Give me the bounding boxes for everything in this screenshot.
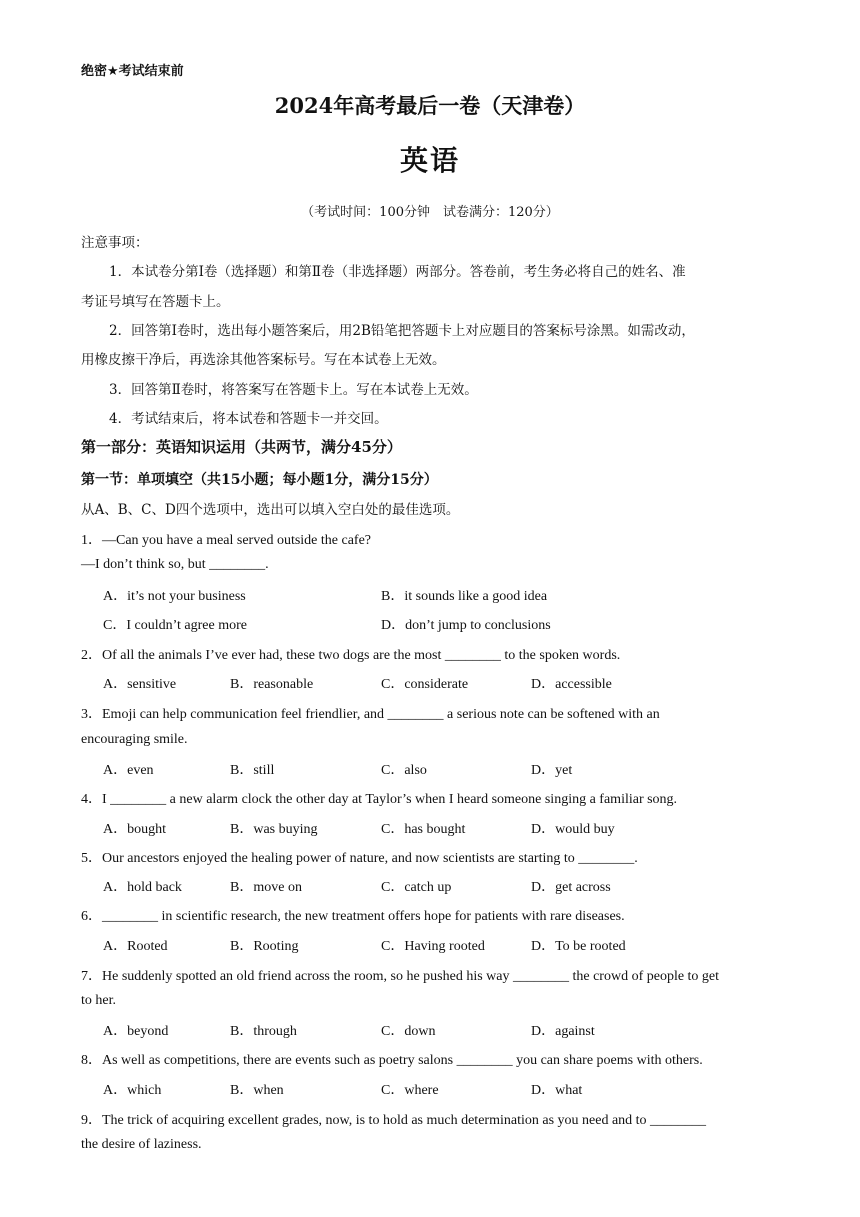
question-text: to her. (81, 993, 116, 1008)
notice-item: 考证号填写在答题卡上。 (81, 294, 230, 310)
option-d: D．would buy (531, 822, 615, 837)
notice-item: 1．本试卷分第Ⅰ卷（选择题）和第Ⅱ卷（非选择题）两部分。答卷前，考生务必将自己的姓名、准 (109, 264, 686, 280)
option-c: C．has bought (381, 822, 466, 837)
option-a: A．Rooted (103, 939, 168, 954)
option-d: D．To be rooted (531, 939, 626, 954)
question-text: 1．—Can you have a meal served outside the cafe? (81, 533, 372, 548)
question-text: 4．I ________ a new alarm clock the other day at Taylor’s when I heard someone singing a familiar song. (81, 792, 678, 807)
option-c: C．also (381, 763, 427, 778)
question-text: 3．Emoji can help communication feel friendlier, and ________ a serious note can be softened with an (81, 707, 660, 722)
option-c: C．where (381, 1083, 439, 1098)
option-b: B．when (230, 1083, 284, 1098)
option-d: D．get across (531, 880, 611, 895)
option-d: D．yet (531, 763, 573, 778)
option-d: D．what (531, 1083, 583, 1098)
question-text: 7．He suddenly spotted an old friend across the room, so he pushed his way ________ the crowd of people to get (81, 969, 720, 984)
option-c: C．considerate (381, 677, 469, 692)
option-a: A．beyond (103, 1024, 169, 1039)
question-text: encouraging smile. (81, 732, 188, 747)
question-text: 6．________ in scientific research, the new treatment offers hope for patients with rare diseases. (81, 909, 625, 924)
notice-item: 3．回答第Ⅱ卷时，将答案写在答题卡上。写在本试卷上无效。 (109, 382, 478, 398)
option-c: C．down (381, 1024, 436, 1039)
section-instruction: 从A、B、C、D四个选项中，选出可以填入空白处的最佳选项。 (81, 502, 460, 518)
option-a: A．hold back (103, 880, 182, 895)
part-heading: 第一部分：英语知识运用（共两节，满分45分） (81, 438, 402, 456)
option-b: B．Rooting (230, 939, 299, 954)
option-b: B．still (230, 763, 275, 778)
subject-title: 英语 (399, 144, 460, 177)
option-a: A．it’s not your business (103, 589, 246, 604)
option-b: B．move on (230, 880, 302, 895)
option-b: B．through (230, 1024, 297, 1039)
option-c: C．catch up (381, 880, 452, 895)
question-text: 8．As well as competitions, there are events such as poetry salons ________ you can share poems with others. (81, 1053, 703, 1068)
option-c: C．Having rooted (381, 939, 485, 954)
option-b: B．reasonable (230, 677, 314, 692)
section-heading: 第一节：单项填空（共15小题；每小题1分，满分15分） (81, 472, 438, 488)
page-title: 2024年高考最后一卷（天津卷） (274, 93, 586, 118)
question-text: —I don’t think so, but ________. (81, 557, 269, 572)
option-a: A．sensitive (103, 677, 177, 692)
question-text: 2．Of all the animals I’ve ever had, these two dogs are the most ________ to the spoken words. (81, 648, 621, 663)
option-d: D．accessible (531, 677, 612, 692)
notice-heading: 注意事项： (81, 235, 149, 251)
option-b: B．was buying (230, 822, 318, 837)
notice-item: 2．回答第Ⅰ卷时，选出每小题答案后，用2B铅笔把答题卡上对应题目的答案标号涂黑。如需改动， (109, 323, 695, 339)
notice-item: 4．考试结束后，将本试卷和答题卡一并交回。 (109, 411, 388, 427)
option-c: C．I couldn’t agree more (103, 618, 247, 633)
notice-item: 用橡皮擦干净后，再选涂其他答案标号。写在本试卷上无效。 (81, 352, 446, 368)
exam-info: （考试时间：100分钟 试卷满分：120分） (301, 205, 559, 220)
option-d: D．don’t jump to conclusions (381, 618, 551, 633)
confidential-label: 绝密★考试结束前 (81, 64, 184, 79)
option-b: B．it sounds like a good idea (381, 589, 548, 604)
question-text: 9．The trick of acquiring excellent grades, now, is to hold as much determination as you need and to ________ (81, 1113, 707, 1128)
question-text: the desire of laziness. (81, 1137, 202, 1152)
question-text: 5．Our ancestors enjoyed the healing power of nature, and now scientists are starting to ________. (81, 851, 638, 866)
option-a: A．which (103, 1083, 162, 1098)
option-a: A．even (103, 763, 154, 778)
option-a: A．bought (103, 822, 166, 837)
option-d: D．against (531, 1024, 595, 1039)
